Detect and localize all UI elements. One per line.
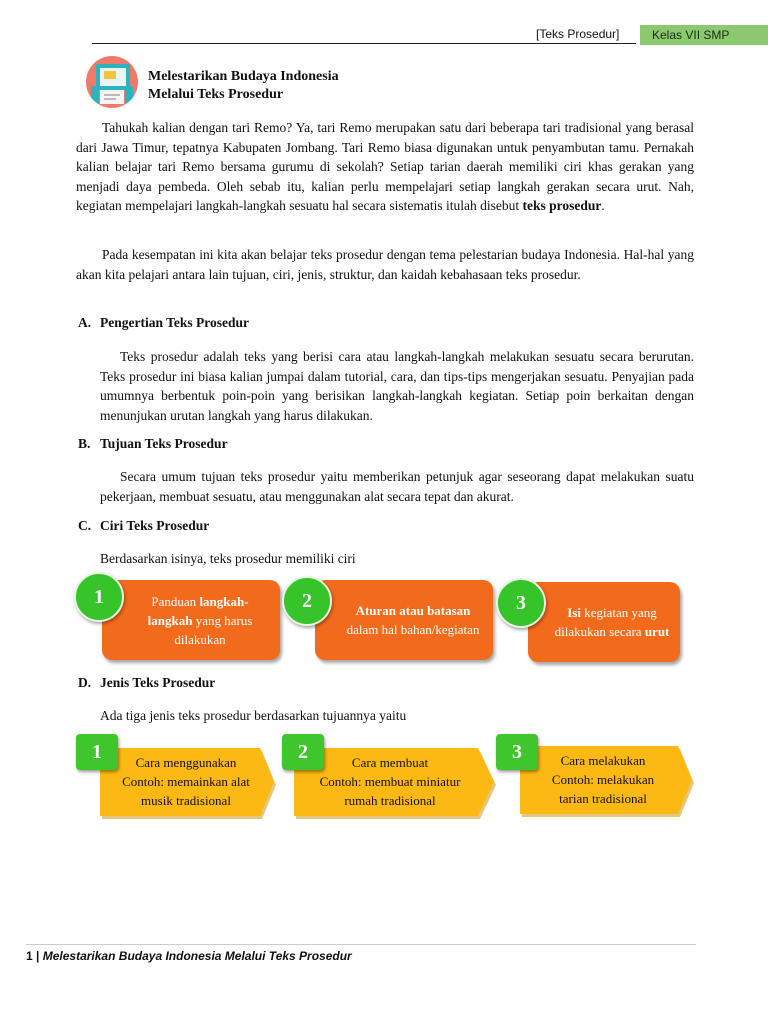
ciri-number-3: 3 — [496, 578, 546, 628]
section-b-letter: B. — [78, 436, 91, 451]
book-illustration-icon — [86, 56, 138, 108]
jenis-arrow-1 — [98, 746, 276, 816]
header-doc-tag: [Teks Prosedur] — [536, 27, 620, 41]
section-b-text: Secara umum tujuan teks prosedur yaitu memberikan petunjuk agar seseorang dapat melakukan suatu pekerjaan, membuat sesuatu, atau menggunakan alat secara tepat dan akurat. — [100, 469, 694, 504]
section-d-title: Jenis Teks Prosedur — [100, 675, 216, 690]
jenis-3-line-3: tarian tradisional — [559, 790, 647, 806]
ciri-2-post: dalam hal bahan/kegiatan — [346, 622, 480, 637]
section-c-paragraph: Berdasarkan isinya, teks prosedur memiliki ciri — [100, 551, 356, 566]
ciri-box-1 — [102, 580, 280, 660]
jenis-1-line-3: musik tradisional — [141, 792, 231, 808]
jenis-3-line-2: Contoh: melakukan — [551, 771, 655, 787]
section-d-letter: D. — [78, 675, 92, 690]
section-d-paragraph: Ada tiga jenis teks prosedur berdasarkan tujuannya yaitu — [100, 708, 407, 723]
ciri-1-bold: langkah-langkah — [147, 593, 249, 628]
jenis-number-3: 3 — [496, 734, 538, 770]
jenis-2-line-1: Cara membuat — [351, 754, 429, 770]
ciri-number-1: 1 — [74, 572, 124, 622]
jenis-arrow-3 — [518, 744, 694, 814]
section-a-paragraph — [100, 347, 694, 425]
intro-p1-text: Tahukah kalian dengan tari Remo? Ya, tari Remo merupakan satu dari beberapa tari tradisional yang berasal dari Jawa Timur, tepatnya Kabupaten Jombang. Tari Remo biasa digunakan untuk penyambutan tamu. Pernakah kalian belajar tari Remo bersama gurumu di sekolah? Setiap tarian daerah memiliki ciri khas gerakan yang menjadi daya pembeda. Oleh sebab itu, kalian perlu mempelajari setiap langkah gerakan secara urut. Nah, kegiatan mempelajari langkah-langkah sesuatu hal secara sistematis itulah disebut — [76, 120, 694, 213]
section-a-title: Pengertian Teks Prosedur — [100, 315, 250, 330]
section-b-heading — [78, 436, 228, 452]
jenis-1-line-1: Cara menggunakan — [135, 754, 237, 770]
section-a-heading — [78, 315, 249, 331]
section-a-letter: A. — [78, 315, 92, 330]
section-c-letter: C. — [78, 518, 92, 533]
footer-rule — [26, 944, 696, 945]
intro-p2-text: Pada kesempatan ini kita akan belajar teks prosedur dengan tema pelestarian budaya Indonesia. Hal-hal yang akan kita pelajari antara lain tujuan, ciri, jenis, struktur, dan kaidah kebahasaan teks prosedur. — [76, 247, 694, 282]
section-b-paragraph — [100, 467, 694, 506]
ciri-box-2 — [315, 580, 493, 660]
intro-p1-bold: teks prosedur — [522, 198, 602, 213]
ciri-2-bold: Aturan atau batasan — [355, 603, 471, 618]
jenis-3-line-1: Cara melakukan — [560, 752, 646, 768]
footer-title: Melestarikan Budaya Indonesia Melalui Teks Prosedur — [42, 949, 352, 963]
ciri-1-post: yang harus dilakukan — [174, 612, 253, 647]
ciri-box-3 — [528, 582, 680, 662]
section-d-heading — [78, 675, 215, 691]
page-title — [148, 68, 339, 104]
section-b-title: Tujuan Teks Prosedur — [100, 436, 228, 451]
title-line-1: Melestarikan Budaya Indonesia — [148, 69, 339, 84]
footer-separator: | — [36, 949, 40, 963]
ciri-3-post: kegiatan yang dilakukan secara — [554, 605, 657, 639]
jenis-2-line-3: rumah tradisional — [344, 792, 436, 808]
header-class-label: Kelas VII SMP — [640, 25, 768, 45]
ciri-1-pre: Panduan — [151, 593, 200, 609]
jenis-2-line-2: Contoh: membuat miniatur — [319, 773, 461, 789]
ciri-3-bold-2: urut — [644, 624, 670, 639]
ciri-3-bold: Isi — [567, 605, 581, 620]
header-rule — [92, 43, 636, 44]
jenis-1-line-2: Contoh: memainkan alat — [122, 773, 250, 789]
title-line-2: Melalui Teks Prosedur — [148, 87, 284, 102]
footer — [26, 949, 352, 963]
intro-paragraph-1 — [76, 118, 694, 216]
section-c-heading — [78, 518, 209, 534]
jenis-number-2: 2 — [282, 734, 324, 770]
intro-p1-end: . — [601, 198, 605, 213]
jenis-number-1: 1 — [76, 734, 118, 770]
intro-paragraph-2 — [76, 245, 694, 284]
footer-page-number: 1 — [26, 949, 33, 963]
section-c-title: Ciri Teks Prosedur — [100, 518, 210, 533]
ciri-number-2: 2 — [282, 576, 332, 626]
section-a-text: Teks prosedur adalah teks yang berisi cara atau langkah-langkah melakukan sesuatu secara berurutan. Teks prosedur ini biasa kalian jumpai dalam tutorial, cara, dan tips-tips mengerjakan sesuatu. Penyajian pada umumnya berbentuk poin-poin yang berisikan langkah-langkah kegiatan. Setiap poin berkaitan dengan menunjukan urutan langkah yang harus dilakukan. — [100, 349, 694, 423]
